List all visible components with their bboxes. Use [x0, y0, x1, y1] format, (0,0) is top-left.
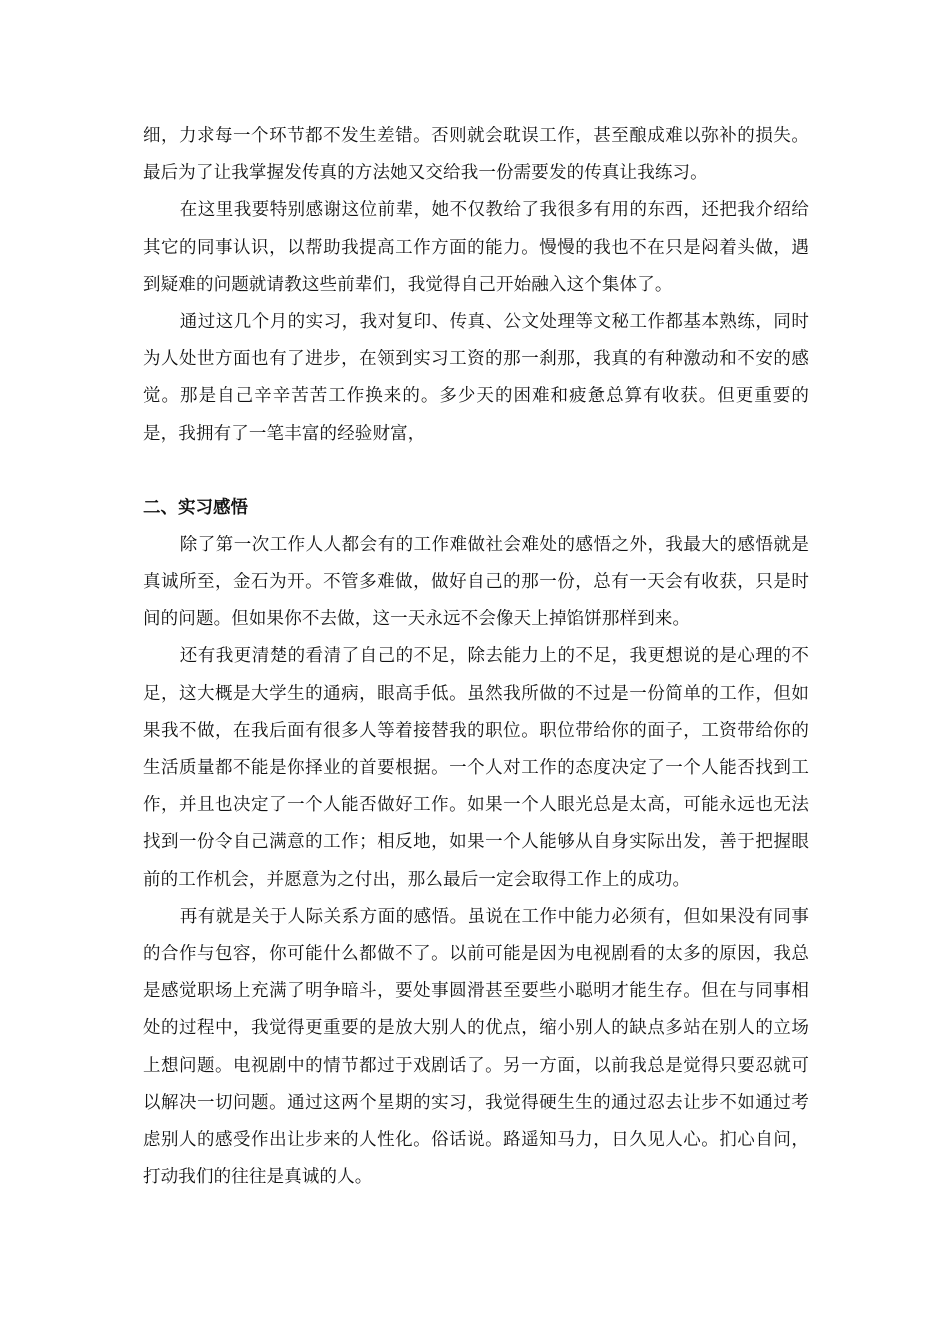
paragraph-insight-sincerity: 除了第一次工作人人都会有的工作难做社会难处的感悟之外，我最大的感悟就是真诚所至，金石为开。不管多难做，做好自己的那一份，总有一天会有收获，只是时间的问题。但如果你不去做，这一天永远不会像天上掉馅饼那样到来。: [143, 534, 809, 630]
paragraph-insight-relationships: 再有就是关于人际关系方面的感悟。虽说在工作中能力必须有，但如果没有同事的合作与包容，你可能什么都做不了。以前可能是因为电视剧看的太多的原因，我总是感觉职场上充满了明争暗斗，要处事圆滑甚至要些小聪明才能生存。但在与同事相处的过程中，我觉得更重要的是放大别人的优点，缩小别人的缺点多站在别人的立场上想问题。电视剧中的情节都过于戏剧话了。另一方面，以前我总是觉得只要忍就可以解决一切问题。通过这两个星期的实习，我觉得硬生生的通过忍去让步不如通过考虑别人的感受作出让步来的人性化。俗话说。路遥知马力，日久见人心。扪心自问，打动我们的往往是真诚的人。: [143, 906, 809, 1188]
document-body: [143, 118, 809, 1196]
paragraph-insight-shortcomings: 还有我更清楚的看清了自己的不足，除去能力上的不足，我更想说的是心理的不足，这大概是大学生的通病，眼高手低。虽然我所做的不过是一份简单的工作，但如果我不做，在我后面有很多人等着接替我的职位。职位带给你的面子，工资带给你的生活质量都不能是你择业的首要根据。一个人对工作的态度决定了一个人能否找到工作，并且也决定了一个人能否做好工作。如果一个人眼光总是太高，可能永远也无法找到一份令自己满意的工作；相反地，如果一个人能够从自身实际出发，善于把握眼前的工作机会，并愿意为之付出，那么最后一定会取得工作上的成功。: [143, 646, 809, 890]
section-spacer: [143, 453, 809, 490]
paragraph-gratitude: 在这里我要特别感谢这位前辈，她不仅教给了我很多有用的东西，还把我介绍给其它的同事认识，以帮助我提高工作方面的能力。慢慢的我也不在只是闷着头做，遇到疑难的问题就请教这些前辈们，我觉得自己开始融入这个集体了。: [143, 200, 809, 295]
paragraph-internship-summary: 通过这几个月的实习，我对复印、传真、公文处理等文秘工作都基本熟练，同时为人处世方面也有了进步，在领到实习工资的那一刹那，我真的有种激动和不安的感觉。那是自己辛辛苦苦工作换来的。多少天的困难和疲惫总算有收获。但更重要的是，我拥有了一笔丰富的经验财富，: [143, 312, 809, 444]
section-heading: 二、实习感悟: [143, 497, 248, 518]
paragraph-continuation: 细，力求每一个环节都不发生差错。否则就会耽误工作，甚至酿成难以弥补的损失。最后为了让我掌握发传真的方法她又交给我一份需要发的传真让我练习。: [143, 126, 809, 184]
